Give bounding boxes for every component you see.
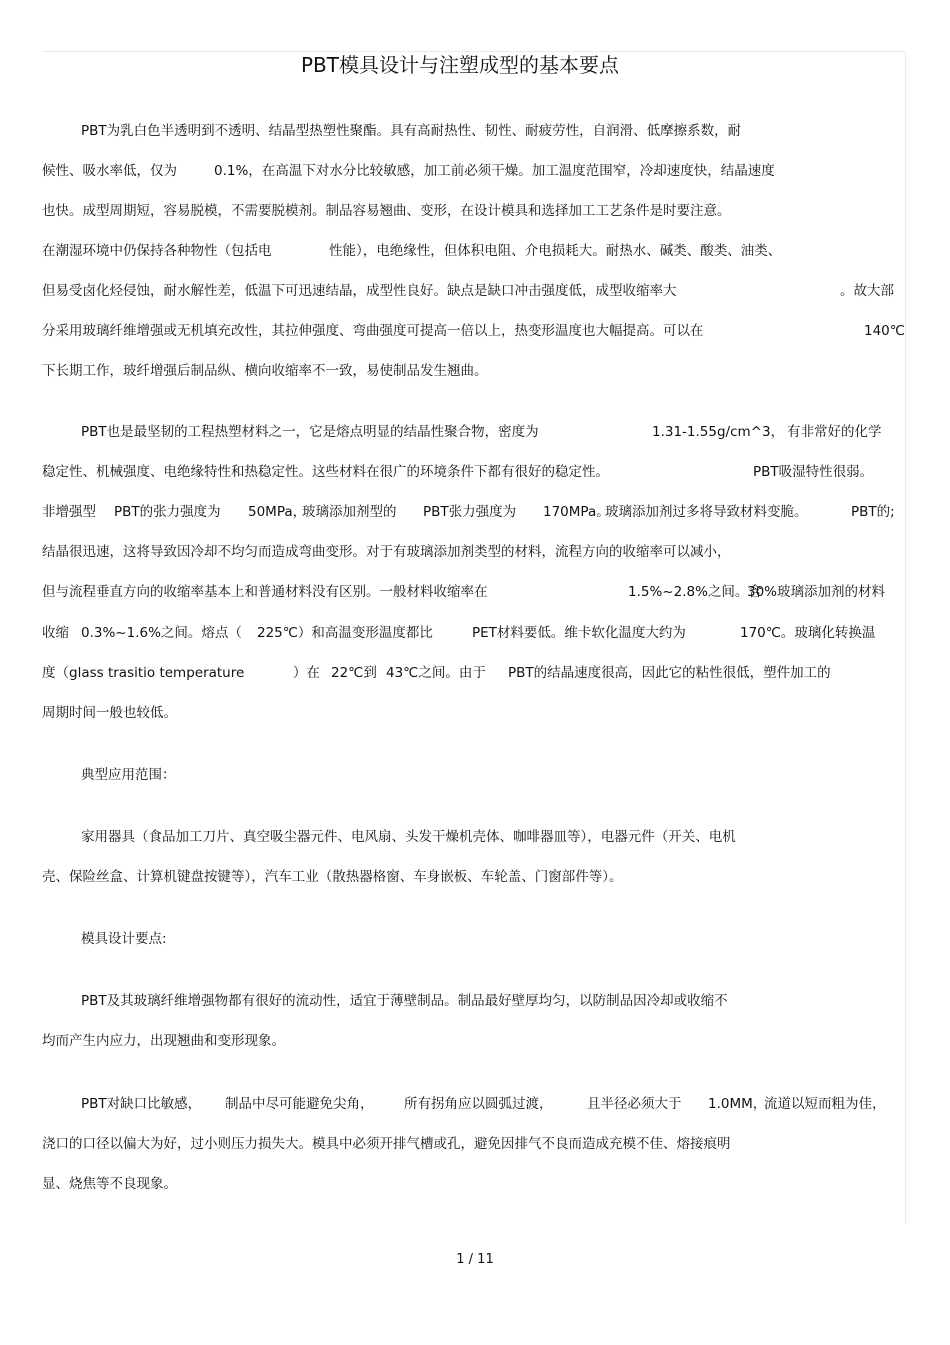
text-line: 下长期工作，玻纤增强后制品纵、横向收缩率不一致，易使制品发生翘曲。: [42, 363, 488, 379]
text-line: 1.5%~2.8%之间。含: [628, 584, 762, 600]
text-line: 家用器具（食品加工刀片、真空吸尘器元件、电风扇、头发干燥机壳体、咖啡器皿等），电器元件（开关、电机: [81, 829, 736, 845]
text-line: PBT的;: [851, 504, 895, 520]
text-line: 140℃: [864, 323, 905, 339]
text-line: 0.1%，在高温下对水分比较敏感，加工前必须干燥。加工温度范围窄，冷却速度快，结晶速度: [214, 163, 775, 179]
text-line: 但与流程垂直方向的收缩率基本上和普通材料没有区别。一般材料收缩率在: [42, 584, 488, 600]
text-line: 分采用玻璃纤维增强或无机填充改性，其拉伸强度、弯曲强度可提高一倍以上，热变形温度也大幅提高。可以在: [42, 323, 704, 339]
text-line: 也快。成型周期短，容易脱模，不需要脱模剂。制品容易翘曲、变形，在设计模具和选择加工工艺条件是时要注意。: [42, 203, 731, 219]
text-line: PBT的结晶速度很高，因此它的粘性很低，塑件加工的: [508, 665, 831, 681]
text-line: 玻璃添加剂过多将导致材料变脆。: [605, 504, 808, 520]
text-line: 。故大部: [840, 283, 894, 299]
text-line: 收缩: [42, 625, 69, 641]
text-line: PBT及其玻璃纤维增强物都有很好的流动性，适宜于薄壁制品。制品最好壁厚均匀，以防制品因冷却或收缩不: [81, 993, 728, 1009]
text-line: 均而产生内应力，出现翘曲和变形现象。: [42, 1033, 285, 1049]
text-line: PBT也是最坚韧的工程热塑材料之一，它是熔点明显的结晶性聚合物，密度为: [81, 424, 539, 440]
text-line: PET材料要低。维卡软化温度大约为: [472, 625, 686, 641]
text-line: 170℃。玻璃化转换温: [740, 625, 876, 641]
text-line: 结晶很迅速，这将导致因冷却不均匀而造成弯曲变形。对于有玻璃添加剂类型的材料，流程方向的收缩率可以减小，: [42, 544, 731, 560]
text-line: 制品中尽可能避免尖角，: [225, 1096, 374, 1112]
text-line: PBT的张力强度为: [114, 504, 221, 520]
text-line: 0.3%~1.6%之间。熔点（: [81, 625, 242, 641]
text-line: 玻璃添加剂型的: [302, 504, 397, 520]
text-line: 有非常好的化学: [787, 424, 882, 440]
text-line: 且半径必须大于: [587, 1096, 682, 1112]
text-line: PBT吸湿特性很弱。: [753, 464, 874, 480]
text-line: 50MPa，: [248, 504, 307, 520]
text-line: 性能），电绝缘性，但体积电阻、介电损耗大。耐热水、碱类、酸类、油类、: [329, 243, 782, 259]
section-heading-applications: 典型应用范围：: [81, 767, 176, 783]
page-number: 1 / 11: [456, 1252, 494, 1267]
text-line: PBT为乳白色半透明到不透明、结晶型热塑性聚酯。具有高耐热性、韧性、耐疲劳性，自润滑、低摩擦系数，耐: [81, 123, 742, 139]
text-line: 1.0MM，: [708, 1096, 767, 1112]
text-line: 候性、吸水率低，仅为: [42, 163, 177, 179]
text-line: 度（glass trasitio temperature: [42, 665, 245, 681]
text-line: 所有拐角应以圆弧过渡，: [404, 1096, 553, 1112]
text-line: 稳定性、机械强度、电绝缘特性和热稳定性。这些材料在很广的环境条件下都有很好的稳定性。: [42, 464, 609, 480]
text-line: 22℃到: [331, 665, 377, 681]
text-line: 周期时间一般也较低。: [42, 705, 177, 721]
text-line: 显、烧焦等不良现象。: [42, 1176, 177, 1192]
text-line: 30%玻璃添加剂的材料: [747, 584, 886, 600]
text-line: 浇口的口径以偏大为好，过小则压力损失大。模具中必须开排气槽或孔，避免因排气不良而造成充模不佳、熔接痕明: [42, 1136, 731, 1152]
text-line: ）在: [293, 665, 320, 681]
text-line: 但易受卤化烃侵蚀，耐水解性差，低温下可迅速结晶，成型性良好。缺点是缺口冲击强度低，成型收缩率大: [42, 283, 677, 299]
text-line: 非增强型: [42, 504, 96, 520]
text-line: 170MPa。: [543, 504, 610, 520]
text-line: PBT对缺口比敏感，: [81, 1096, 202, 1112]
text-line: 在潮湿环境中仍保持各种物性（包括电: [42, 243, 272, 259]
text-line: 225℃）和高温变形温度都比: [257, 625, 433, 641]
document-title: PBT模具设计与注塑成型的基本要点: [301, 53, 619, 77]
text-line: PBT张力强度为: [423, 504, 517, 520]
text-line: 流道以短而粗为佳，: [764, 1096, 886, 1112]
text-line: 43℃之间。由于: [386, 665, 486, 681]
text-line: 1.31-1.55g/cm^3，: [652, 424, 785, 440]
page-right-border: [905, 52, 906, 1224]
section-heading-mold-design: 模具设计要点:: [81, 931, 167, 947]
text-line: 壳、保险丝盒、计算机键盘按键等），汽车工业（散热器格窗、车身嵌板、车轮盖、门窗部件等）。: [42, 869, 623, 885]
